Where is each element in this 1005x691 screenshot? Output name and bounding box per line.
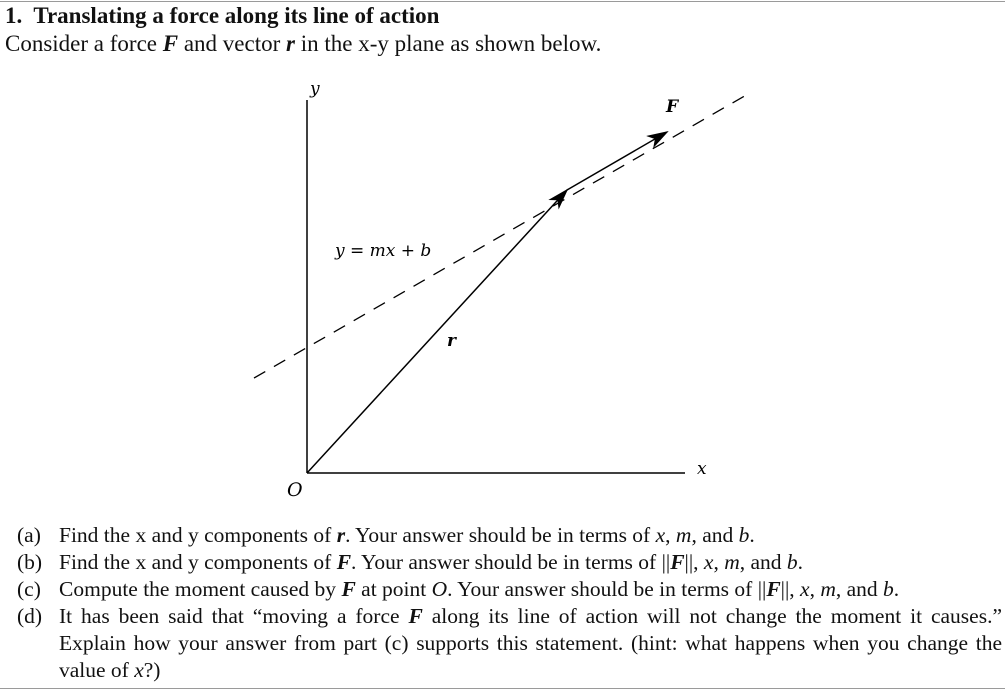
- part-c-x-symbol: x: [800, 577, 810, 601]
- part-a-x-symbol: x: [655, 523, 666, 547]
- part-a-label: (a): [17, 523, 41, 547]
- part-c-O-symbol: O: [431, 577, 448, 601]
- part-b-text-1: Find the x and y components of: [59, 550, 337, 574]
- part-b-norm-F-symbol: F: [670, 550, 685, 574]
- part-c-label: (c): [17, 577, 41, 601]
- intro-text-1: Consider a force: [5, 31, 163, 56]
- part-d-x-symbol: x: [134, 658, 144, 682]
- vector-r-label: r: [447, 331, 456, 351]
- question-parts-list: [17, 522, 1002, 684]
- origin-label: O: [287, 479, 303, 501]
- intro-text-3: in the x-y plane as shown below.: [294, 31, 602, 56]
- bottom-rule: [0, 688, 1005, 689]
- part-b-F-symbol: F: [336, 550, 352, 574]
- part-c-norm-F-symbol: F: [766, 577, 781, 601]
- part-b-and: , and: [739, 550, 787, 574]
- part-a-r-symbol: r: [336, 523, 346, 547]
- part-c-comma-1: ,: [809, 577, 821, 601]
- part-d-text-2: along its line of action will not change the moment it causes.” Explain how your answer from part (c) supports this statement. (hint: what happens when you change the value of: [59, 604, 1002, 682]
- part-c-comma-0: ,: [789, 577, 801, 601]
- y-axis-label: y: [310, 79, 320, 99]
- part-d-F-symbol: F: [408, 604, 423, 628]
- part-c-end: .: [893, 577, 900, 601]
- part-a-text-1: Find the x and y components of: [59, 523, 337, 547]
- force-F-arrow: [567, 132, 667, 190]
- problem-title-text: Translating a force along its line of action: [33, 3, 440, 28]
- line-equation-label: y = mx + b: [335, 241, 432, 261]
- force-F-label: F: [666, 97, 679, 117]
- part-a-end: .: [749, 523, 755, 547]
- part-d-text-1: It has been said that “moving a force: [59, 604, 409, 628]
- question-part-b: [17, 549, 1002, 576]
- part-a-m-symbol: m: [675, 523, 692, 547]
- x-axis-label: x: [697, 459, 707, 479]
- part-b-comma-0: ,: [693, 550, 704, 574]
- part-c-F-symbol: F: [341, 577, 356, 601]
- question-part-a: [17, 522, 1002, 549]
- part-b-x-symbol: x: [703, 550, 714, 574]
- line-of-action-dashed: [254, 94, 748, 378]
- part-b-end: .: [797, 550, 804, 574]
- part-c-b-symbol: b: [883, 577, 894, 601]
- part-b-text-2: . Your answer should be in terms of: [351, 550, 662, 574]
- part-c-text-1: Compute the moment caused by: [59, 577, 342, 601]
- part-d-end: ?): [143, 658, 161, 682]
- part-c-norm-left: ||: [757, 577, 767, 601]
- part-b-label: (b): [17, 550, 43, 574]
- part-b-norm-right: ||: [684, 550, 694, 574]
- question-part-d: [17, 603, 1002, 684]
- part-c-text-2: at point: [355, 577, 432, 601]
- part-c-norm-right: ||: [780, 577, 790, 601]
- part-a-text-2: . Your answer should be in terms of: [345, 523, 656, 547]
- intro-force-symbol: F: [162, 31, 179, 56]
- intro-text-2: and vector: [178, 31, 287, 56]
- part-a-b-symbol: b: [738, 523, 750, 547]
- part-a-comma-1: ,: [665, 523, 676, 547]
- part-b-norm-left: ||: [661, 550, 671, 574]
- part-b-m-symbol: m: [724, 550, 740, 574]
- part-b-comma-1: ,: [713, 550, 725, 574]
- part-a-and: , and: [691, 523, 739, 547]
- part-c-m-symbol: m: [820, 577, 836, 601]
- problem-number: 1.: [5, 3, 23, 28]
- part-c-and: , and: [835, 577, 884, 601]
- part-d-label: (d): [17, 604, 43, 628]
- question-part-c: [17, 576, 1002, 603]
- intro-vector-symbol: r: [286, 31, 295, 56]
- part-c-text-3: . Your answer should be in terms of: [447, 577, 758, 601]
- vector-r-arrow: [307, 190, 567, 473]
- part-b-b-symbol: b: [786, 550, 798, 574]
